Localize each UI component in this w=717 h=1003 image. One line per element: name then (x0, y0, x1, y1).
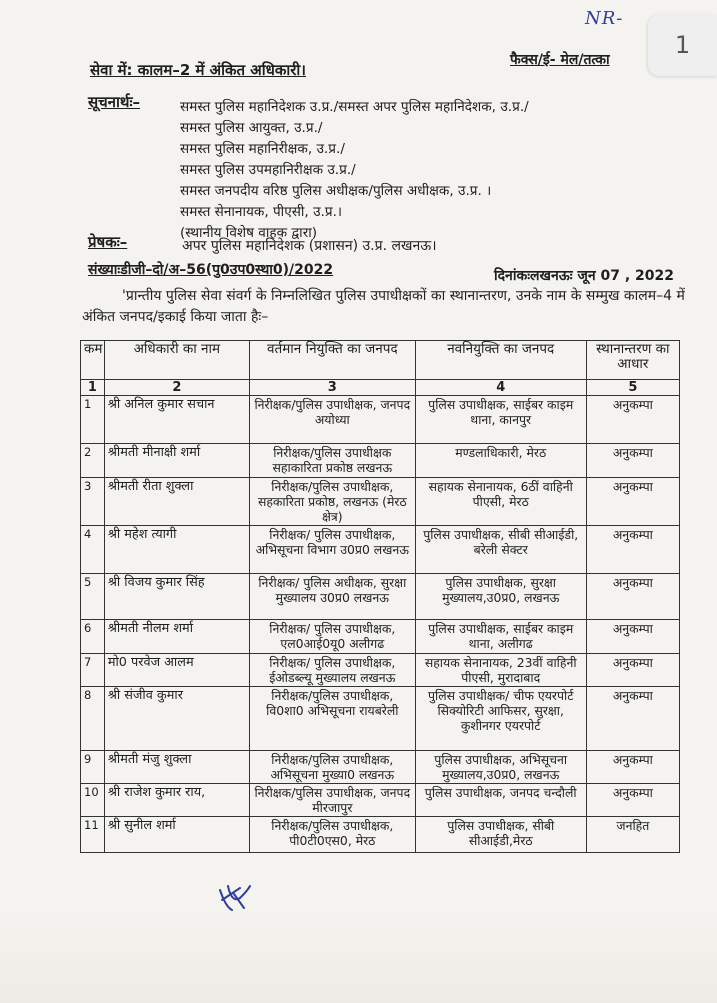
table-body (81, 396, 680, 853)
row-officer-name: श्री राजेश कुमार राय, (104, 784, 249, 817)
row-officer-name: श्रीमती मीनाक्षी शर्मा (104, 444, 249, 478)
header-sno: कम (81, 341, 105, 380)
column-number: 3 (249, 380, 415, 396)
row-officer-name: श्रीमती नीलम शर्मा (104, 620, 249, 654)
signature-mark (214, 880, 254, 916)
row-current-posting: निरीक्षक/पुलिस उपाधीक्षक, अभिसूचना मुख्या0 लखनऊ (249, 751, 415, 784)
row-sno: 6 (81, 620, 105, 654)
row-officer-name: श्री सुनील शर्मा (104, 817, 249, 853)
row-sno: 3 (81, 478, 105, 526)
row-transfer-basis: अनुकम्पा (586, 687, 679, 751)
column-number-row (81, 380, 680, 396)
information-line: समस्त पुलिस उपमहानिरीक्षक उ.प्र./ (180, 162, 356, 178)
information-line: समस्त जनपदीय वरिष्ठ पुलिस अधीक्षक/पुलिस अधीक्षक, उ.प्र. । (180, 183, 492, 199)
table-row (81, 396, 680, 444)
row-transfer-basis: अनुकम्पा (586, 751, 679, 784)
row-officer-name: श्रीमती मंजु शुक्ला (104, 751, 249, 784)
row-current-posting: निरीक्षक/पुलिस उपाधीक्षक, पी0टी0एस0, मेरठ (249, 817, 415, 853)
row-transfer-basis: अनुकम्पा (586, 478, 679, 526)
row-sno: 10 (81, 784, 105, 817)
reference-number: संख्याःडीजी–दो/अ–56(पु0उप0स्था0)/2022 (88, 262, 334, 278)
intro-paragraph: 'प्रान्तीय पुलिस सेवा संवर्ग के निम्नलिखित पुलिस उपाधीक्षकों का स्थानान्तरण, उनके नाम के सम्मुख कालम–4 में अंकित जनपद/इकाई किया जाता हैः– (82, 288, 685, 325)
table-row (81, 526, 680, 574)
header-basis: स्थानान्तरण का आधार (586, 341, 679, 380)
information-label: सूचनार्थः– (88, 93, 140, 111)
row-officer-name: श्री विजय कुमार सिंह (104, 574, 249, 620)
row-new-posting: पुलिस उपाधीक्षक, सीबी सीआईडी,मेरठ (415, 817, 586, 853)
table-row (81, 620, 680, 654)
row-current-posting: निरीक्षक/पुलिस उपाधीक्षक, जनपद अयोध्या (249, 396, 415, 444)
column-number: 4 (415, 380, 586, 396)
reference-date: दिनांकःलखनऊः जून 07 , 2022 (494, 268, 674, 284)
row-officer-name: श्री महेश त्यागी (104, 526, 249, 574)
table-row (81, 574, 680, 620)
row-sno: 7 (81, 654, 105, 687)
information-line: समस्त सेनानायक, पीएसी, उ.प्र.। (180, 204, 343, 220)
row-transfer-basis: अनुकम्पा (586, 396, 679, 444)
sender-label: प्रेषकः– (88, 233, 128, 251)
row-transfer-basis: अनुकम्पा (586, 574, 679, 620)
row-new-posting: पुलिस उपाधीक्षक, जनपद चन्दौली (415, 784, 586, 817)
row-transfer-basis: अनुकम्पा (586, 526, 679, 574)
column-number: 1 (81, 380, 105, 396)
row-officer-name: श्री अनिल कुमार सचान (104, 396, 249, 444)
page-number-badge: 1 (648, 14, 717, 76)
row-current-posting: निरीक्षक/ पुलिस उपाधीक्षक, ईओडब्ल्यू मुख्यालय लखनऊ (249, 654, 415, 687)
row-current-posting: निरीक्षक/ पुलिस अधीक्षक, सुरक्षा मुख्यालय उ0प्र0 लखनऊ (249, 574, 415, 620)
row-transfer-basis: जनहित (586, 817, 679, 853)
row-new-posting: पुलिस उपाधीक्षक, साईबर काइम थाना, कानपुर (415, 396, 586, 444)
table-row (81, 817, 680, 853)
table-row (81, 784, 680, 817)
row-officer-name: मो0 परवेज आलम (104, 654, 249, 687)
row-sno: 2 (81, 444, 105, 478)
row-officer-name: श्रीमती रीता शुक्ला (104, 478, 249, 526)
addressee-line: सेवा में: कालम–2 में अंकित अधिकारी। (90, 61, 306, 79)
row-new-posting: मण्डलाधिकारी, मेरठ (415, 444, 586, 478)
row-new-posting: सहायक सेनानायक, 6ठीं वाहिनी पीएसी, मेरठ (415, 478, 586, 526)
row-sno: 9 (81, 751, 105, 784)
information-line: (स्थानीय विशेष वाहक द्वारा) (180, 225, 318, 241)
row-sno: 4 (81, 526, 105, 574)
header-new: नवनियुक्ति का जनपद (415, 341, 586, 380)
sender-value: अपर पुलिस महानिदेशक (प्रशासन) उ.प्र. लखनऊ। (182, 238, 437, 254)
row-new-posting: पुलिस उपाधीक्षक, सीबी सीआईडी, बरेली सेक्टर (415, 526, 586, 574)
information-line: समस्त पुलिस महानिदेशक उ.प्र./समस्त अपर पुलिस महानिदेशक, उ.प्र./ (180, 99, 529, 115)
row-sno: 5 (81, 574, 105, 620)
row-transfer-basis: अनुकम्पा (586, 444, 679, 478)
row-new-posting: पुलिस उपाधीक्षक, अभिसूचना मुख्यालय,उ0प्र0, लखनऊ (415, 751, 586, 784)
header-officer: अधिकारी का नाम (104, 341, 249, 380)
table-header-row (81, 341, 680, 380)
information-line: समस्त पुलिस आयुक्त, उ.प्र./ (180, 120, 323, 136)
row-new-posting: सहायक सेनानायक, 23वीं वाहिनी पीएसी, मुरादाबाद (415, 654, 586, 687)
information-line: समस्त पुलिस महानिरीक्षक, उ.प्र./ (180, 141, 345, 157)
row-transfer-basis: अनुकम्पा (586, 620, 679, 654)
row-transfer-basis: अनुकम्पा (586, 654, 679, 687)
table-row (81, 687, 680, 751)
row-officer-name: श्री संजीव कुमार (104, 687, 249, 751)
table-row (81, 751, 680, 784)
row-transfer-basis: अनुकम्पा (586, 784, 679, 817)
column-number: 5 (586, 380, 679, 396)
row-current-posting: निरीक्षक/पुलिस उपाधीक्षक, वि0शा0 अभिसूचना रायबरेली (249, 687, 415, 751)
row-new-posting: पुलिस उपाधीक्षक/ चीफ एयरपोर्ट सिक्योरिटी आफिसर, सुरक्षा, कुशीनगर एयरपोर्ट (415, 687, 586, 751)
table-row (81, 654, 680, 687)
row-new-posting: पुलिस उपाधीक्षक, साईबर काइम थाना, अलीगढ (415, 620, 586, 654)
column-number: 2 (104, 380, 249, 396)
row-current-posting: निरीक्षक/ पुलिस उपाधीक्षक, एल0आई0यू0 अलीगढ (249, 620, 415, 654)
row-current-posting: निरीक्षक/पुलिस उपाधीक्षक, जनपद मीरजापुर (249, 784, 415, 817)
row-sno: 8 (81, 687, 105, 751)
table-row (81, 478, 680, 526)
header-current: वर्तमान नियुक्ति का जनपद (249, 341, 415, 380)
row-current-posting: निरीक्षक/ पुलिस उपाधीक्षक, अभिसूचना विभाग उ0प्र0 लखनऊ (249, 526, 415, 574)
row-sno: 1 (81, 396, 105, 444)
row-sno: 11 (81, 817, 105, 853)
table-row (81, 444, 680, 478)
row-new-posting: पुलिस उपाधीक्षक, सुरक्षा मुख्यालय,उ0प्र0, लखनऊ (415, 574, 586, 620)
row-current-posting: निरीक्षक/पुलिस उपाधीक्षक सहाकारिता प्रकोष्ठ लखनऊ (249, 444, 415, 478)
fax-email-line: फैक्स/ई- मेल/तत्का (510, 52, 610, 68)
handwritten-reference: NR- (585, 8, 624, 29)
transfer-table (80, 340, 680, 853)
row-current-posting: निरीक्षक/पुलिस उपाधीक्षक, सहकारिता प्रकोष्ठ, लखनऊ (मेरठ क्षेत्र) (249, 478, 415, 526)
